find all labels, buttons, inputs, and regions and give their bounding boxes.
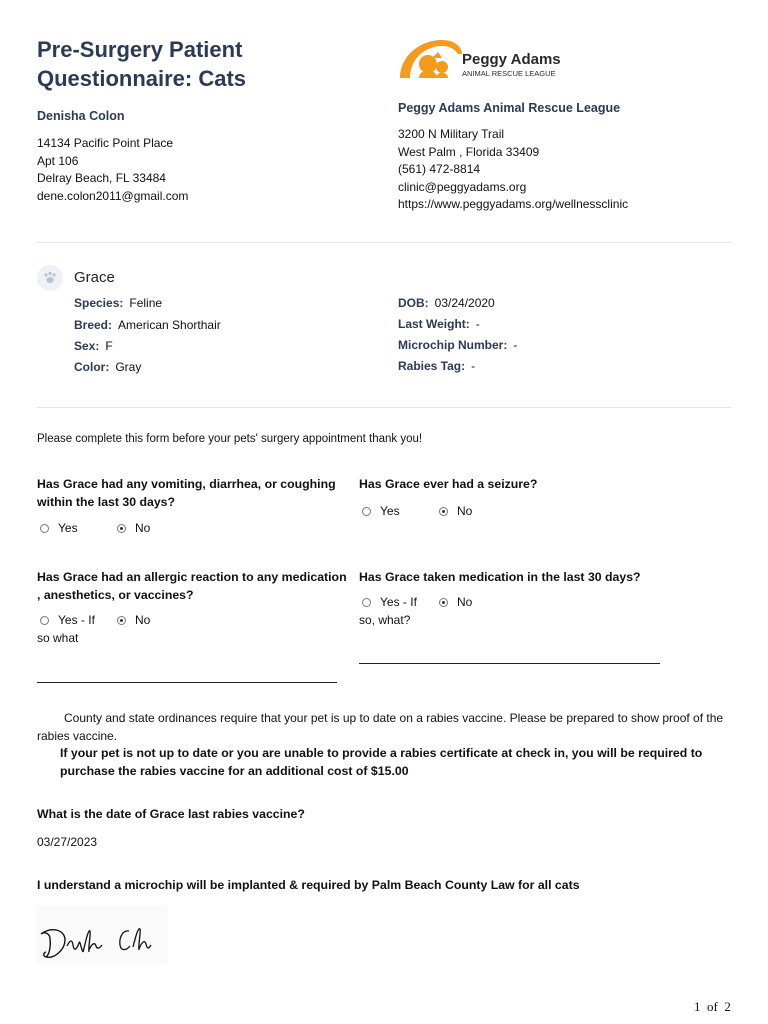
q4-yes-option[interactable]: [362, 595, 417, 609]
sex-label: Sex:: [74, 339, 100, 353]
option-label: Yes: [380, 504, 400, 518]
radio-button[interactable]: [40, 616, 49, 625]
q3-yes-option[interactable]: [40, 613, 95, 627]
rabies-date-question: What is the date of Grace last rabies vaccine?: [37, 807, 305, 821]
question-medication: Has Grace taken medication in the last 30 days?: [359, 570, 641, 584]
option-label: Yes - If: [58, 613, 95, 627]
rabies-notice: County and state ordinances require that your pet is up to date on a rabies vaccine. Please be prepared to show proof of the rabies vaccine.: [37, 711, 724, 743]
q1-yes-option[interactable]: [40, 521, 78, 535]
owner-email: dene.colon2011@gmail.com: [37, 188, 189, 203]
rabies-date-answer: 03/27/2023: [37, 835, 98, 849]
title-line-1: Pre-Surgery Patient: [37, 37, 243, 62]
q2-no-option[interactable]: [439, 504, 472, 518]
divider: [37, 407, 731, 408]
q4-answer-line[interactable]: [359, 663, 660, 664]
clinic-email: clinic@peggyadams.org: [398, 179, 527, 194]
question-line: within the last 30 days?: [37, 495, 176, 509]
q3-answer-line[interactable]: [37, 682, 337, 683]
dob-value: 03/24/2020: [434, 296, 495, 310]
q3-yes-continuation: so what: [37, 631, 79, 645]
color-label: Color:: [74, 360, 110, 374]
clinic-logo: [398, 34, 573, 84]
pet-species: [74, 296, 162, 310]
radio-button-selected[interactable]: [117, 524, 126, 533]
rabies-tag-label: Rabies Tag:: [398, 359, 466, 373]
question-vomiting: [37, 475, 347, 511]
owner-address: [37, 135, 188, 205]
pet-sex: [74, 339, 113, 353]
rabies-notice-bold: If your pet is not up to date or you are unable to provide a rabies certificate at check in, you will be required to purchase the rabies vaccine for an additional cost of $15.00: [60, 746, 703, 778]
radio-button-selected[interactable]: [439, 598, 448, 607]
clinic-phone: (561) 472-8814: [398, 162, 481, 176]
form-intro: Please complete this form before your pets' surgery appointment thank you!: [37, 433, 423, 445]
clinic-address: [398, 126, 628, 214]
q4-yes-continuation: so, what?: [359, 613, 411, 627]
pet-microchip: [398, 338, 517, 352]
radio-button[interactable]: [40, 524, 49, 533]
breed-value: American Shorthair: [118, 318, 221, 332]
species-value: Feline: [129, 296, 163, 310]
weight-value: -: [475, 317, 480, 331]
option-label: No: [135, 521, 151, 535]
logo-text: Peggy Adams: [462, 51, 561, 68]
pet-breed: [74, 318, 221, 332]
option-label: No: [457, 504, 473, 518]
logo-subtext: ANIMAL RESCUE LEAGUE: [462, 69, 556, 78]
question-allergic-reaction: [37, 568, 357, 604]
signature: [37, 905, 167, 963]
paw-icon: [37, 265, 63, 291]
color-value: Gray: [115, 360, 142, 374]
owner-address-line-1: 14134 Pacific Point Place: [37, 136, 174, 150]
radio-button-selected[interactable]: [117, 616, 126, 625]
dob-label: DOB:: [398, 296, 429, 310]
radio-button[interactable]: [362, 507, 371, 516]
clinic-address-line-1: 3200 N Military Trail: [398, 127, 505, 141]
radio-button-selected[interactable]: [439, 507, 448, 516]
option-label: Yes: [58, 521, 78, 535]
clinic-address-line-2: West Palm , Florida 33409: [398, 144, 540, 159]
clinic-name: Peggy Adams Animal Rescue League: [398, 101, 621, 115]
page-title: [37, 35, 246, 93]
microchip-value: -: [513, 338, 518, 352]
rabies-tag-value: -: [471, 359, 476, 373]
q3-no-option[interactable]: [117, 613, 150, 627]
option-label: No: [135, 613, 151, 627]
option-label: No: [457, 595, 473, 609]
radio-button[interactable]: [362, 598, 371, 607]
pet-rabies-tag: [398, 359, 475, 373]
microchip-statement: I understand a microchip will be implanted & required by Palm Beach County Law for all cats: [37, 878, 580, 892]
q4-no-option[interactable]: [439, 595, 472, 609]
option-label: Yes - If: [380, 595, 417, 609]
pet-name: Grace: [74, 269, 115, 286]
question-line: Has Grace had an allergic reaction to any medication: [37, 570, 347, 584]
species-label: Species:: [74, 296, 124, 310]
page-number: 1 of 2: [694, 999, 731, 1014]
sex-value: F: [105, 339, 113, 353]
question-line: , anesthetics, or vaccines?: [37, 588, 194, 602]
q1-no-option[interactable]: [117, 521, 150, 535]
divider: [37, 242, 731, 243]
breed-label: Breed:: [74, 318, 113, 332]
pet-dob: [398, 296, 495, 310]
weight-label: Last Weight:: [398, 317, 470, 331]
question-line: Has Grace had any vomiting, diarrhea, or coughing: [37, 477, 336, 491]
owner-address-line-3: Delray Beach, FL 33484: [37, 171, 166, 185]
owner-address-line-2: Apt 106: [37, 153, 79, 168]
clinic-website: https://www.peggyadams.org/wellnessclinic: [398, 197, 629, 211]
microchip-label: Microchip Number:: [398, 338, 508, 352]
pet-color: [74, 360, 141, 374]
title-line-2: Questionnaire: Cats: [37, 66, 247, 91]
pet-weight: [398, 317, 480, 331]
owner-name: Denisha Colon: [37, 109, 125, 123]
question-seizure: Has Grace ever had a seizure?: [359, 477, 538, 491]
q2-yes-option[interactable]: [362, 504, 400, 518]
